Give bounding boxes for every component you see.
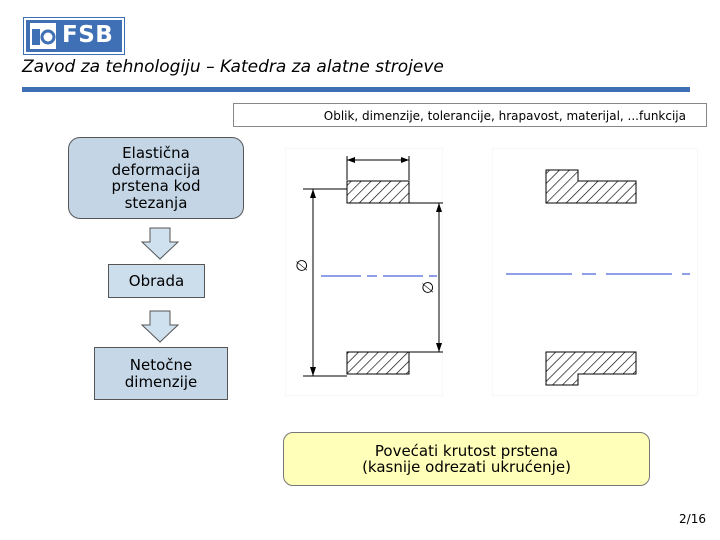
- logo-mark-icon: [30, 23, 56, 49]
- netocne-dimenzije-box: [94, 347, 228, 400]
- netocne-dimenzije-text: Netočne dimenzije: [124, 356, 198, 391]
- down-arrow-icon: [140, 310, 180, 344]
- header-title: Zavod za tehnologiju – Katedra za alatne strojeve: [22, 57, 444, 77]
- down-arrow-icon: [140, 227, 180, 261]
- povecati-krutost-callout: [283, 432, 650, 486]
- fsb-logo: [24, 18, 124, 54]
- diameter-inner-symbol: ∅: [419, 280, 437, 294]
- page-number: 2/16: [679, 512, 706, 526]
- elastic-deformation-text: Elastična deformacija prstena kod stezanja: [111, 144, 201, 212]
- logo-text: FSB: [62, 22, 114, 48]
- obrada-text: Obrada: [128, 271, 185, 290]
- stiffened-ring-drawing: [492, 148, 698, 396]
- callout-line-1: Povećati krutost prstena: [374, 441, 559, 460]
- diameter-outer-symbol: ∅: [293, 258, 311, 272]
- obrada-box: [108, 264, 205, 298]
- callout-line-2: (kasnije odrezati ukrućenje): [362, 458, 571, 476]
- ring-section-drawing: [285, 148, 443, 396]
- top-note: Oblik, dimenzije, tolerancije, hrapavost, materijal, ...funkcija: [233, 103, 707, 127]
- elastic-deformation-box: [68, 137, 244, 219]
- header-divider: [22, 87, 690, 92]
